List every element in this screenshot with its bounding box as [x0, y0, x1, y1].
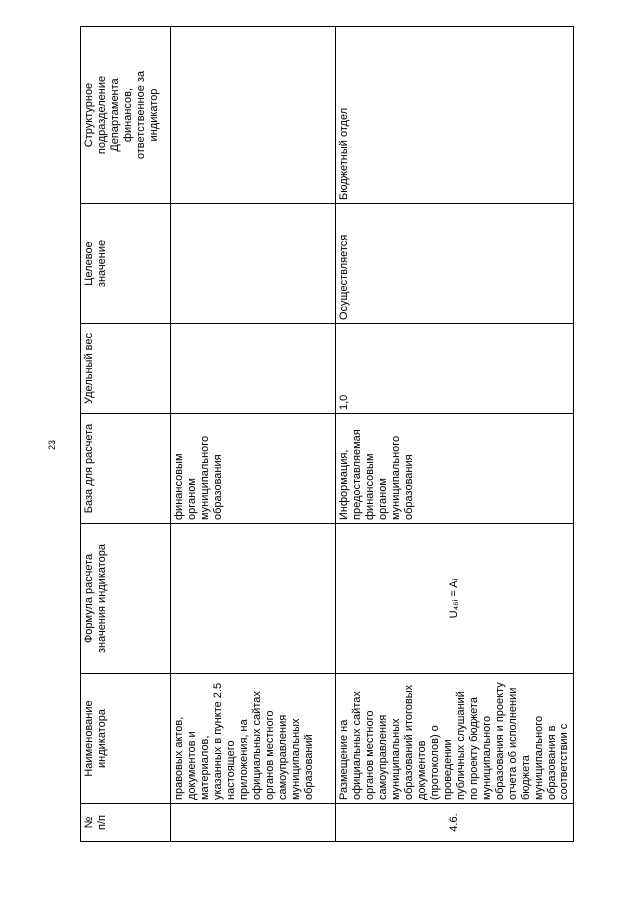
cell-weight [171, 324, 336, 414]
cell-target [171, 204, 336, 324]
cell-num: 4.6. [336, 804, 574, 842]
table-row [336, 27, 574, 842]
cell-num [171, 804, 336, 842]
header-name: Наименование индикатора [81, 674, 171, 804]
cell-dept [171, 27, 336, 204]
cell-formula: U₄₆ᵢ = Aᵢ [336, 524, 574, 674]
table-header-row [81, 27, 171, 842]
header-target: Целевое значение [81, 204, 171, 324]
cell-name: Размещение на официальных сайтах органов местного самоуправления муниципальных образований итоговых документов (протоколов) о проведении публичных слушаний по проекту бюджета муниципального образования и проекту отчета об исполнении бюджета муниципального образования в соответствии с [336, 674, 574, 804]
header-dept: Структурное подразделение Департамента финансов, ответственное за индикатор [81, 27, 171, 204]
cell-weight: 1,0 [336, 324, 574, 414]
cell-name: правовых актов, документов и материалов, указанных в пункте 2.5 настоящего приложения, на официальных сайтах органов местного самоуправления муниципальных образований [171, 674, 336, 804]
cell-target: Осуществляется [336, 204, 574, 324]
header-weight: Удельный вес [81, 324, 171, 414]
page-number: 23 [47, 440, 57, 451]
cell-base: финансовым органом муниципального образования [171, 414, 336, 524]
cell-base: Информация, предоставляемая финансовым органом муниципального образования [336, 414, 574, 524]
header-formula: Формула расчета значения индикатора [81, 524, 171, 674]
indicator-table-container [80, 27, 571, 842]
header-base: База для расчета [81, 414, 171, 524]
header-num: № п/п [81, 804, 171, 842]
table-row [171, 27, 336, 842]
cell-formula [171, 524, 336, 674]
indicator-table [80, 26, 574, 842]
cell-dept: Бюджетный отдел [336, 27, 574, 204]
